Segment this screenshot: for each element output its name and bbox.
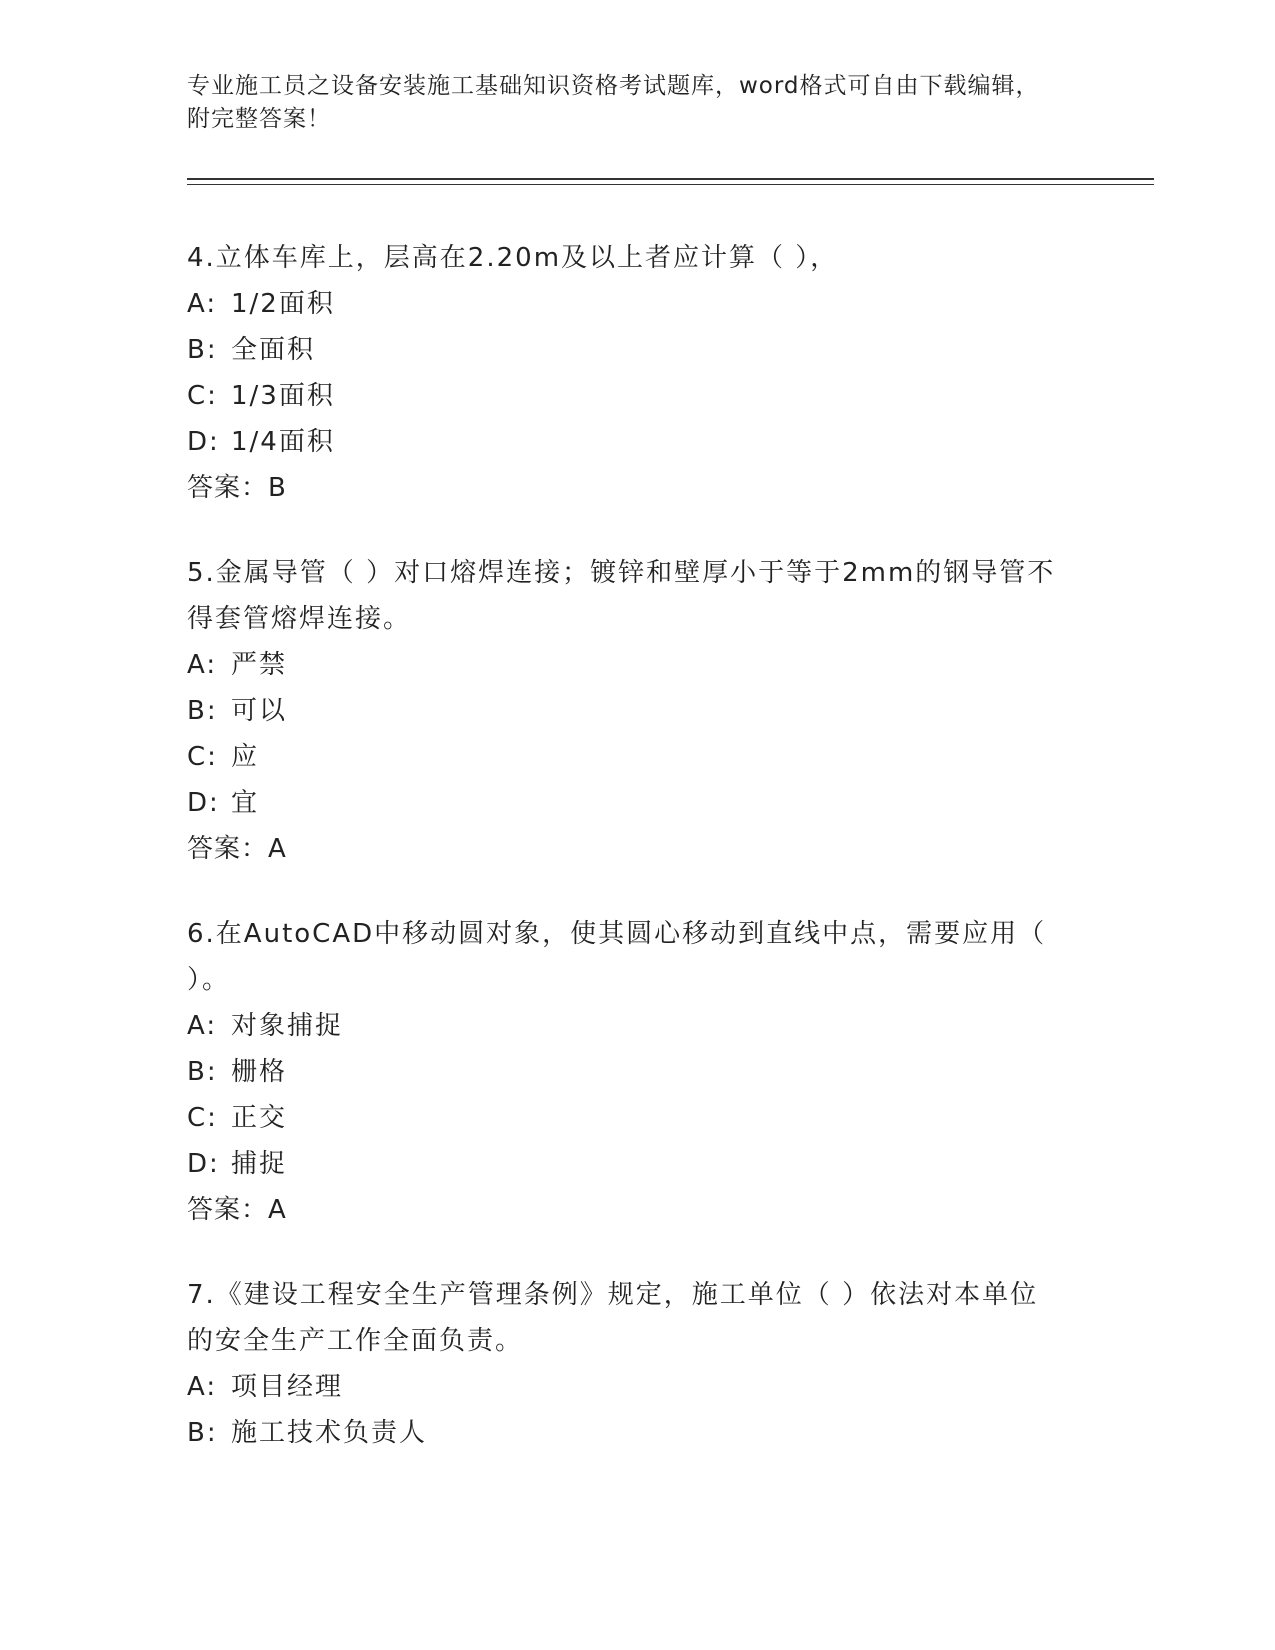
option-b [187, 1049, 1087, 1095]
option-letter: A: [187, 1011, 218, 1041]
option-text: 捕捉 [231, 1149, 288, 1179]
question-4 [187, 235, 1087, 511]
question-text-continued: ）。 [187, 965, 231, 995]
option-c [187, 373, 1087, 419]
option-letter: B: [187, 1418, 218, 1448]
option-letter: A: [187, 289, 218, 319]
option-d [187, 780, 1087, 826]
option-a [187, 642, 1087, 688]
answer-text: 答案：A [187, 1195, 287, 1225]
answer-text: 答案：A [187, 834, 287, 864]
option-a [187, 1364, 1087, 1410]
option-letter: D: [187, 1149, 220, 1179]
option-letter: B: [187, 1057, 218, 1087]
option-text: 栅格 [231, 1057, 288, 1087]
question-text: 7.《建设工程安全生产管理条例》规定，施工单位（ ）依法对本单位 [187, 1280, 1039, 1310]
option-text: 1/3面积 [231, 381, 335, 411]
option-b [187, 327, 1087, 373]
question-6 [187, 911, 1087, 1233]
option-text: 宜 [231, 788, 260, 818]
question-5 [187, 550, 1087, 872]
option-text: 严禁 [231, 650, 288, 680]
option-text: 施工技术负责人 [231, 1418, 428, 1448]
option-letter: C: [187, 381, 218, 411]
option-d [187, 1141, 1087, 1187]
option-a [187, 281, 1087, 327]
option-letter: A: [187, 650, 218, 680]
option-a [187, 1003, 1087, 1049]
option-text: 应 [231, 742, 260, 772]
option-letter: D: [187, 788, 220, 818]
header-divider-thin [187, 184, 1154, 185]
question-text-continued: 得套管熔焊连接。 [187, 604, 412, 634]
option-b [187, 688, 1087, 734]
option-d [187, 419, 1087, 465]
option-letter: C: [187, 742, 218, 772]
question-7 [187, 1272, 1087, 1456]
option-text: 正交 [231, 1103, 288, 1133]
document-header [187, 70, 1087, 136]
option-text: 1/2面积 [231, 289, 335, 319]
option-c [187, 1095, 1087, 1141]
option-letter: C: [187, 1103, 218, 1133]
option-c [187, 734, 1087, 780]
question-text: 4.立体车库上，层高在2.20m及以上者应计算（ ）， [187, 243, 839, 273]
option-letter: A: [187, 1372, 218, 1402]
question-text: 5.金属导管（ ）对口熔焊连接；镀锌和壁厚小于等于2mm的钢导管不 [187, 558, 1056, 588]
option-text: 全面积 [231, 335, 316, 365]
option-letter: B: [187, 335, 218, 365]
question-list [187, 235, 1087, 1495]
option-letter: D: [187, 427, 220, 457]
option-text: 项目经理 [231, 1372, 344, 1402]
header-line-1: 专业施工员之设备安装施工基础知识资格考试题库，word格式可自由下载编辑， [187, 73, 1040, 99]
question-text: 6.在AutoCAD中移动圆对象，使其圆心移动到直线中点，需要应用（ [187, 919, 1047, 949]
option-letter: B: [187, 696, 218, 726]
header-line-2: 附完整答案！ [187, 106, 331, 132]
option-text: 对象捕捉 [231, 1011, 344, 1041]
option-b [187, 1410, 1087, 1456]
answer-text: 答案：B [187, 473, 287, 503]
question-text-continued: 的安全生产工作全面负责。 [187, 1326, 524, 1356]
header-divider-thick [187, 178, 1154, 180]
option-text: 可以 [231, 696, 288, 726]
option-text: 1/4面积 [231, 427, 335, 457]
